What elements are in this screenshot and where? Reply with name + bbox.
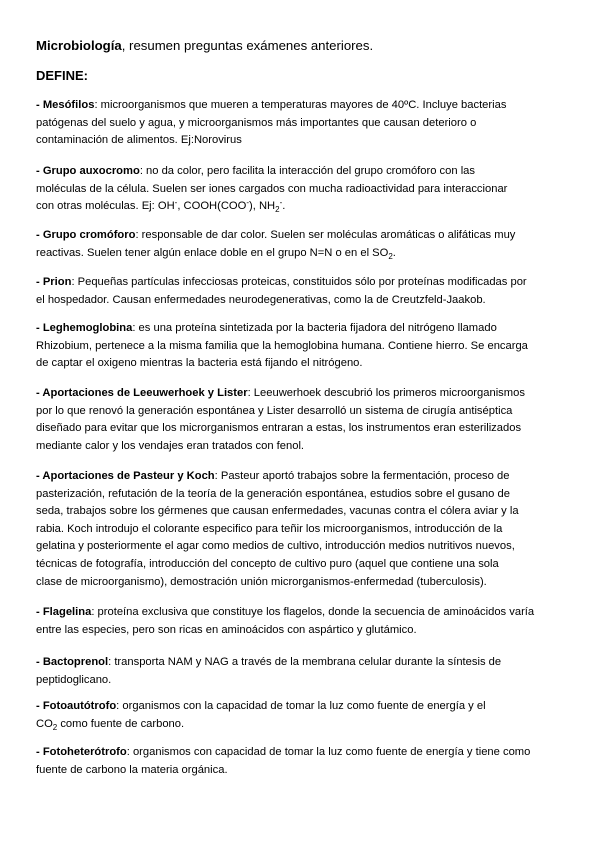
entry-bactoprenol	[36, 654, 566, 689]
entry-text: : Pasteur aportó trabajos sobre la fermentación, proceso de	[214, 470, 510, 482]
entry-line: fuente de carbono la materia orgánica.	[36, 763, 228, 776]
entry-line	[36, 245, 566, 263]
entry-line: entre las especies, pero son ricas en aminoácidos con aspártico y glutámico.	[36, 623, 417, 636]
entry-text: : microorganismos que mueren a temperaturas mayores de 40ºC. Incluye bacterias	[94, 99, 507, 111]
entry-text: : organismos con la capacidad de tomar la luz como fuente de energía y el	[116, 700, 486, 712]
entry-term: - Flagelina	[36, 606, 92, 618]
entry-line: de captar el oxigeno mientras la bacteria está fijando el nitrógeno.	[36, 357, 363, 370]
entry-text: : Pequeñas partículas infecciosas proteicas, constituidos sólo por proteínas modificadas por	[71, 276, 527, 288]
entry-line	[36, 97, 566, 115]
entry-line	[36, 698, 566, 716]
entry-term: - Fotoheterótrofo	[36, 746, 127, 758]
entry-line: seda, trabajos sobre los gérmenes que causan enfermedades, vacunas contra el cólera aviar y la	[36, 505, 519, 518]
entry-line: peptidoglicano.	[36, 673, 112, 686]
entry-term: - Grupo cromóforo	[36, 229, 136, 241]
entry-fotoheterotrofo	[36, 744, 566, 779]
page-title	[36, 38, 566, 54]
entry-line: mediante calor y los vendajes eran tratados con fenol.	[36, 439, 305, 452]
subscript: 2	[52, 722, 58, 732]
entry-line	[36, 654, 566, 672]
entry-line	[36, 320, 566, 338]
entry-text: ), NH	[249, 200, 276, 213]
entry-text: con otras moléculas. Ej: OH	[36, 200, 175, 213]
entry-text: : Leeuwerhoek descubrió los primeros microorganismos	[247, 387, 525, 399]
entry-leeuwenhoek-lister	[36, 385, 566, 455]
entry-text: : transporta NAM y NAG a través de la membrana celular durante la síntesis de	[108, 656, 502, 668]
entry-line	[36, 198, 566, 216]
entry-mesofilos	[36, 97, 566, 150]
entry-term: - Grupo auxocromo	[36, 165, 140, 177]
entry-text: CO	[36, 717, 53, 730]
entry-line: el hospedador. Causan enfermedades neurodegenerativas, como la de Creutzfeld-Jaakob.	[36, 293, 486, 306]
entry-text: , COOH(COO	[177, 200, 247, 213]
entry-line	[36, 227, 566, 245]
entry-line: gelatina y posteriormente el agar como medios de cultivo, introducción medios nutritivos nuevos,	[36, 540, 515, 553]
entry-line	[36, 468, 566, 486]
entry-pasteur-koch	[36, 468, 566, 591]
entry-text: : responsable de dar color. Suelen ser moléculas aromáticas o alifáticas muy	[135, 229, 516, 241]
entry-text: reactivas. Suelen tener algún enlace doble en el grupo N=N o en el SO	[36, 246, 389, 259]
entry-text: : organismos con capacidad de tomar la luz como fuente de energía y tiene como	[126, 746, 531, 758]
entry-line: moléculas de la célula. Suelen ser iones cargados con mucha radioactividad para interaccionar	[36, 182, 508, 195]
entry-line: diseñado para evitar que los microrganismos entraran a estas, los instrumentos eran esterilizados	[36, 422, 522, 435]
entry-line	[36, 716, 566, 734]
entry-auxocromo	[36, 163, 566, 216]
entry-term: - Aportaciones de Pasteur y Koch	[36, 470, 215, 482]
entry-text: .	[282, 200, 286, 213]
entry-line: por lo que renovó la generación espontánea y Lister desarrolló un sistema de cirugía antiséptica	[36, 404, 513, 417]
entry-line	[36, 604, 566, 622]
entry-line: pasterización, refutación de la teoría de la generación espontánea, estudios sobre el gusano de	[36, 487, 510, 500]
entry-line: patógenas del suelo y agua, y microorganismos más importantes que causan deterioro o	[36, 116, 477, 129]
entry-term: - Mesófilos	[36, 99, 95, 111]
entry-flagelina	[36, 604, 566, 639]
entry-line: rabia. Koch introdujo el colorante especifico para teñir los microorganismos, introducción de la	[36, 522, 503, 535]
entry-line	[36, 385, 566, 403]
entry-text: .	[392, 246, 396, 259]
entry-leghemoglobina	[36, 320, 566, 373]
subscript: 2	[275, 205, 280, 215]
entry-term: - Leghemoglobina	[36, 322, 133, 334]
entry-term: - Fotoautótrofo	[36, 700, 117, 712]
entry-text: : proteína exclusiva que constituye los flagelos, donde la secuencia de aminoácidos varía	[91, 606, 535, 618]
entry-line	[36, 744, 566, 762]
subscript: 2	[388, 251, 393, 261]
entry-line: Rhizobium, pertenece a la misma familia que la hemoglobina humana. Contiene hierro. Se encarga	[36, 339, 528, 352]
define-heading: DEFINE:	[36, 68, 88, 83]
entry-term: - Bactoprenol	[36, 656, 109, 668]
entry-cromoforo	[36, 227, 566, 262]
entry-text: : no da color, pero facilita la interacción del grupo cromóforo con las	[139, 165, 475, 177]
entry-line: clase de microorganismo), demostración unión microrganismos-enfermedad (tuberculosis).	[36, 575, 487, 588]
entry-text: como fuente de carbono.	[57, 717, 185, 730]
entry-line: técnicas de fotografía, introducción del concepto de cultivo puro (aquel que contiene una sola	[36, 557, 499, 570]
superscript: -	[279, 198, 283, 208]
superscript: -	[174, 198, 178, 208]
superscript: -	[246, 198, 249, 208]
entry-text: : es una proteína sintetizada por la bacteria fijadora del nitrógeno llamado	[132, 322, 497, 334]
entry-prion	[36, 274, 566, 309]
entry-fotoautotrofo	[36, 698, 566, 733]
entry-term: - Prion	[36, 276, 72, 288]
entry-line	[36, 163, 566, 181]
title-rest: , resumen preguntas exámenes anteriores.	[121, 38, 374, 53]
entry-term: - Aportaciones de Leeuwerhoek y Lister	[36, 387, 248, 399]
title-bold: Microbiología	[36, 38, 122, 53]
entry-line: contaminación de alimentos. Ej:Norovirus	[36, 134, 242, 147]
entry-line	[36, 274, 566, 292]
